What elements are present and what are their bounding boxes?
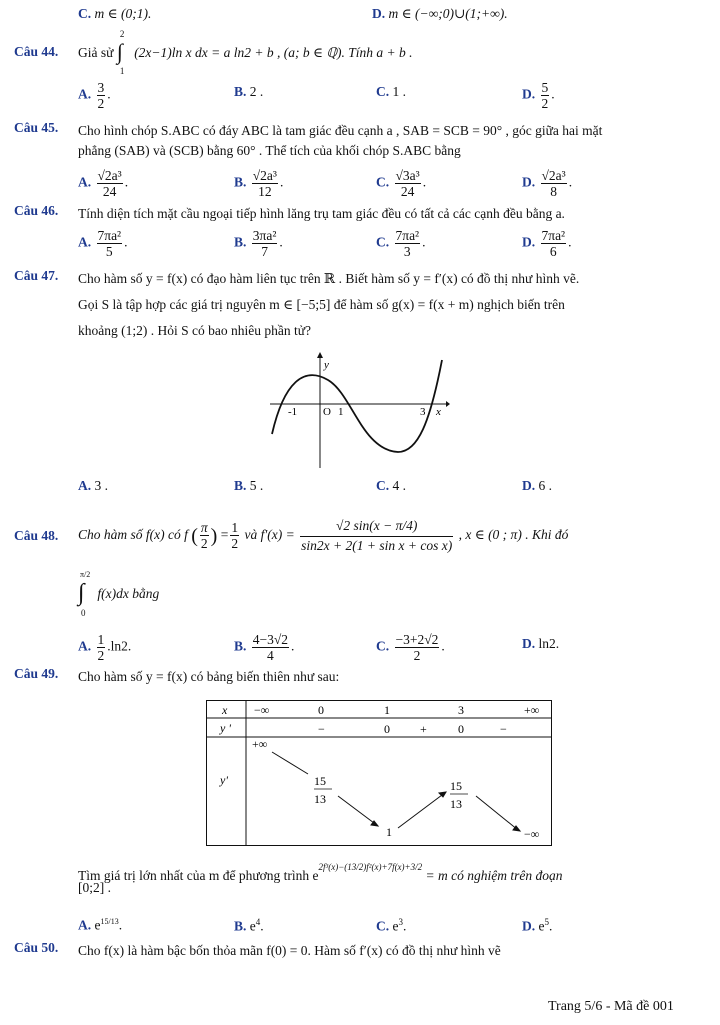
numerator: √2a³ xyxy=(252,168,277,183)
option-tail: . xyxy=(291,638,295,654)
option-text: 1 . xyxy=(392,84,406,99)
option-label: C. xyxy=(376,84,390,99)
fraction xyxy=(252,168,278,199)
denominator: 2 xyxy=(97,96,105,111)
yprime-header: y ' xyxy=(220,721,231,735)
q48-stem-integral xyxy=(78,570,160,618)
q47-stem-line1: Cho hàm số y = f(x) có đạo hàm liên tục trên ℝ . Biết hàm số y = f′(x) có đồ thị như hình vẽ. xyxy=(78,271,580,286)
option-sup: 4 xyxy=(255,917,261,927)
option-text: 6 . xyxy=(538,478,552,493)
option-tail: . xyxy=(260,918,264,934)
y-min: 1 xyxy=(386,825,392,839)
option-label: C. xyxy=(78,6,92,21)
variation-table xyxy=(206,700,552,850)
numerator: 7πa² xyxy=(541,228,566,243)
q48-option-c[interactable] xyxy=(376,632,445,663)
q44-option-a[interactable] xyxy=(78,80,111,111)
fraction xyxy=(97,80,106,111)
q47-option-b[interactable] xyxy=(234,474,263,498)
q46-option-d[interactable] xyxy=(522,228,571,259)
x-val: −∞ xyxy=(254,703,270,717)
tick-1: 1 xyxy=(338,406,344,418)
q49-stem-line3: [0;2] . xyxy=(78,880,111,895)
sign: − xyxy=(318,722,325,736)
option-label: D. xyxy=(522,478,536,493)
integral-upper: π/2 xyxy=(80,570,91,579)
q47-number: Câu 47. xyxy=(14,268,59,283)
exponent: 2f³(x)−(13/2)f²(x)+7f(x)+3/2 xyxy=(318,862,423,872)
stem-text: và f′(x) = xyxy=(244,527,295,542)
option-label: A. xyxy=(78,638,92,654)
q44-option-b[interactable] xyxy=(234,80,263,104)
x-val: 1 xyxy=(384,703,390,717)
q45-stem-line2: phẳng (SAB) và (SCB) bằng 60° . Thể tích của khối chóp S.ABC bằng xyxy=(78,143,461,158)
option-text: m ∈ (−∞;0)∪(1;+∞). xyxy=(388,6,508,21)
y-max1-num: 15 xyxy=(314,774,326,788)
option-text: e xyxy=(392,918,399,934)
fraction xyxy=(230,520,239,551)
option-label: D. xyxy=(372,6,386,21)
denominator: 2 xyxy=(541,96,549,111)
denominator: 7 xyxy=(261,244,268,259)
option-label: C. xyxy=(376,918,390,934)
option-tail: . xyxy=(279,234,283,250)
q45-number: Câu 45. xyxy=(14,120,59,135)
option-text: 4 . xyxy=(392,478,406,493)
option-label: B. xyxy=(234,234,247,250)
fraction xyxy=(541,80,550,111)
option-label: C. xyxy=(376,478,390,493)
option-sup: 5 xyxy=(544,917,549,927)
integral-sign: 2 ∫ 1 xyxy=(116,29,125,76)
stem-text: Cho hàm số f(x) có f xyxy=(78,527,188,542)
q44-stem xyxy=(78,29,413,76)
option-label: D. xyxy=(522,234,536,250)
stem-text: = m có nghiệm trên đoạn xyxy=(425,868,563,883)
q44-option-d[interactable] xyxy=(522,80,555,111)
derivative-fraction xyxy=(300,516,453,555)
q46-stem: Tính diện tích mặt cầu ngoại tiếp hình lăng trụ tam giác đều có tất cả các cạnh đều bằng a. xyxy=(78,206,565,221)
q47-option-d[interactable] xyxy=(522,474,552,498)
q48-option-a[interactable] xyxy=(78,632,131,663)
option-tail: . xyxy=(124,234,128,250)
numerator: 5 xyxy=(541,80,549,95)
q45-stem-line1: Cho hình chóp S.ABC có đáy ABC là tam giác đều cạnh a , SAB = SCB = 90° , góc giữa hai mặt xyxy=(78,123,603,138)
q45-options xyxy=(78,168,678,200)
y-axis-label: y xyxy=(324,359,329,371)
q46-option-a[interactable] xyxy=(78,228,127,259)
option-text: ln2. xyxy=(538,636,560,651)
stem-text: Giả sử xyxy=(78,45,114,61)
fraction xyxy=(200,520,209,551)
q47-option-c[interactable] xyxy=(376,474,406,498)
option-label: B. xyxy=(234,174,247,190)
fraction xyxy=(541,228,567,259)
sign: 0 xyxy=(384,722,390,736)
option-label: B. xyxy=(234,918,247,934)
numerator: π xyxy=(200,520,208,536)
denominator: 4 xyxy=(267,648,274,663)
option-label: A. xyxy=(78,478,92,493)
denominator: 2 xyxy=(200,536,208,552)
option-tail: . xyxy=(422,174,427,190)
option-label: A. xyxy=(78,86,92,102)
option-tail: . xyxy=(118,917,123,933)
option-label: A. xyxy=(78,174,92,190)
q43-option-c xyxy=(78,6,151,22)
integral-upper: 2 xyxy=(119,29,125,39)
q47-stem-line2: Gọi S là tập hợp các giá trị nguyên m ∈ [−5;5] để hàm số g(x) = f(x + m) nghịch biến trên xyxy=(78,297,565,312)
integral-lower: 1 xyxy=(119,66,125,76)
option-tail: . xyxy=(279,174,284,190)
q45-option-b[interactable] xyxy=(234,168,283,199)
option-label: A. xyxy=(78,917,92,933)
stem-text: f(x)dx bằng xyxy=(97,586,160,601)
q49-options xyxy=(78,910,678,940)
q48-number: Câu 48. xyxy=(14,528,59,543)
sign: − xyxy=(500,722,507,736)
integral-sign: π/2 ∫ 0 xyxy=(78,570,91,618)
q49-stem-line1: Cho hàm số y = f(x) có bảng biến thiên như sau: xyxy=(78,669,340,684)
fraction xyxy=(252,228,278,259)
q45-option-a[interactable] xyxy=(78,168,128,199)
option-text: 5 . xyxy=(249,478,264,493)
fraction xyxy=(395,632,440,663)
numerator: 7πa² xyxy=(97,228,122,243)
denominator: 24 xyxy=(102,184,117,199)
q46-option-c[interactable] xyxy=(376,228,425,259)
option-label: B. xyxy=(234,638,247,654)
y-start: +∞ xyxy=(252,737,268,751)
numerator: 1 xyxy=(97,632,105,647)
q49-number: Câu 49. xyxy=(14,666,59,681)
q48-option-b[interactable] xyxy=(234,632,294,663)
fraction xyxy=(395,168,421,199)
fraction xyxy=(97,228,123,259)
option-tail: . xyxy=(107,86,111,102)
option-label: C. xyxy=(376,234,390,250)
stem-text: , x ∈ (0 ; π) . Khi đó xyxy=(458,527,569,542)
fraction xyxy=(97,632,106,663)
sign: + xyxy=(420,722,427,736)
fraction xyxy=(395,228,421,259)
option-tail: . xyxy=(124,174,129,190)
x-header: x xyxy=(222,703,228,717)
option-text: e xyxy=(94,917,101,933)
option-label: A. xyxy=(78,234,92,250)
y-max2-num: 15 xyxy=(450,779,462,793)
denominator: 24 xyxy=(400,184,415,199)
x-axis-label: x xyxy=(436,406,441,418)
numerator: 3πa² xyxy=(252,228,277,243)
integral-lower: 0 xyxy=(81,608,86,618)
fraction xyxy=(541,168,567,199)
denominator: sin2x + 2(1 + sin x + cos x) xyxy=(301,538,453,554)
q49-option-d[interactable] xyxy=(522,910,552,939)
q48-option-d[interactable] xyxy=(522,632,559,656)
option-sup: 3 xyxy=(398,917,403,927)
y-max1-den: 13 xyxy=(314,792,326,806)
q44-option-c[interactable] xyxy=(376,80,406,104)
x-axis-arrow xyxy=(446,401,450,407)
tick-3: 3 xyxy=(420,406,426,418)
q46-option-b[interactable] xyxy=(234,228,283,259)
option-text: e xyxy=(249,918,256,934)
q44-number: Câu 44. xyxy=(14,44,59,59)
q49-option-a[interactable] xyxy=(78,910,122,938)
q45-option-d[interactable] xyxy=(522,168,572,199)
option-label: C. xyxy=(376,174,390,190)
q47-options xyxy=(78,474,678,498)
y-header: y' xyxy=(220,773,228,787)
option-text: e xyxy=(538,918,545,934)
y-axis-arrow xyxy=(317,352,323,358)
q50-number: Câu 50. xyxy=(14,940,59,955)
option-label: D. xyxy=(522,86,536,102)
q45-option-c[interactable] xyxy=(376,168,426,199)
stem-text: Tìm giá trị lớn nhất của m để phương trình e xyxy=(78,868,319,883)
numerator: √2a³ xyxy=(97,168,122,183)
option-text: 2 . xyxy=(249,84,264,99)
tick-neg-1: -1 xyxy=(288,406,298,418)
option-sup: 15/13 xyxy=(100,917,119,926)
numerator: 1 xyxy=(231,520,239,536)
option-label: D. xyxy=(522,636,536,651)
x-val: 0 xyxy=(318,703,324,717)
denominator: 3 xyxy=(403,244,411,259)
option-text: 3 . xyxy=(94,478,108,493)
q46-options xyxy=(78,228,678,262)
y-end: −∞ xyxy=(524,827,540,841)
numerator: √2 sin(x − π/4) xyxy=(300,516,453,537)
q47-stem-line3: khoảng (1;2) . Hỏi S có bao nhiêu phần tử? xyxy=(78,323,312,338)
denominator: 2 xyxy=(231,536,239,552)
numerator: −3+2√2 xyxy=(395,632,439,647)
q49-option-c[interactable] xyxy=(376,910,406,939)
q48-stem: Cho hàm số f(x) có f ( $\frac{\pi}{2}$ ) = $\frac{1}{2}$ và f′(x) = $\frac{√2 \sin(x - \pi/4)}{\text{sin2x + 2(1 + sin x + cos x)}}$ , x ∈ (0 ; π) . Khi đó xyxy=(78,518,569,554)
q48-options xyxy=(78,632,678,666)
origin-label: O xyxy=(323,406,331,418)
option-label: C. xyxy=(376,638,390,654)
option-tail: . xyxy=(403,918,407,934)
numerator: √3a³ xyxy=(395,168,420,183)
option-tail: . xyxy=(441,638,445,654)
q44-options xyxy=(78,80,678,111)
option-label: D. xyxy=(522,174,536,190)
fraction xyxy=(252,632,289,663)
q43-option-d xyxy=(372,6,508,22)
option-tail: . xyxy=(422,234,426,250)
option-tail: . xyxy=(551,86,555,102)
stem-text: (2x−1)ln x dx = a ln2 + b , (a; b ∈ ℚ). Tính a + b . xyxy=(134,45,413,61)
q50-stem: Cho f(x) là hàm bậc bốn thỏa mãn f(0) = 0. Hàm số f′(x) có đồ thị như hình vẽ xyxy=(78,943,501,958)
denominator: 2 xyxy=(413,648,421,663)
option-text: m ∈ (0;1). xyxy=(94,6,152,21)
numerator: 7πa² xyxy=(395,228,420,243)
numerator: 4−3√2 xyxy=(252,632,289,647)
x-val: 3 xyxy=(458,703,464,717)
q49-stem-line2 xyxy=(78,852,562,882)
sign: 0 xyxy=(458,722,464,736)
option-tail: . xyxy=(549,918,553,934)
fraction xyxy=(97,168,123,199)
variation-arrows xyxy=(272,752,520,831)
option-tail: . xyxy=(568,174,573,190)
x-val: +∞ xyxy=(524,703,540,717)
denominator: 8 xyxy=(550,184,557,199)
option-label: B. xyxy=(234,478,247,493)
curve-f-prime xyxy=(272,360,442,452)
option-label: D. xyxy=(522,918,536,934)
denominator: 5 xyxy=(105,244,113,259)
q49-option-b[interactable] xyxy=(234,910,264,939)
option-label: B. xyxy=(234,84,247,99)
q46-number: Câu 46. xyxy=(14,203,59,218)
denominator: 2 xyxy=(97,648,105,663)
page-footer: Trang 5/6 - Mã đề 001 xyxy=(548,999,674,1014)
numerator: 3 xyxy=(97,80,105,95)
denominator: 12 xyxy=(258,184,272,199)
option-tail: .ln2. xyxy=(107,638,132,654)
q47-option-a[interactable] xyxy=(78,474,108,498)
option-tail: . xyxy=(568,234,572,250)
numerator: √2a³ xyxy=(541,168,566,183)
derivative-graph xyxy=(270,352,450,470)
y-max2-den: 13 xyxy=(450,797,462,811)
denominator: 6 xyxy=(549,244,557,259)
